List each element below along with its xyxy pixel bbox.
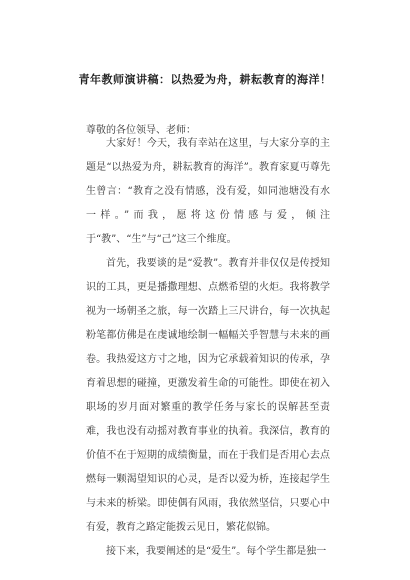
salutation: 尊敬的各位领导、老师： <box>86 125 196 136</box>
paragraph-love-students: 接下来，我要阐述的是“爱生”。每个学生都是独一 <box>106 546 327 557</box>
document-title: 青年教师演讲稿：以热爱为舟，耕耘教育的海洋！ <box>78 73 332 86</box>
paragraph-love-teaching: 首先，我要谈的是“爱教”。教育并非仅仅是传授知识的工具，更是播撒理想、点燃希望的火炬。我将教学视为一场朝圣之旅，每一次踏上三尺讲台，每一次执起粉笔都仿佛是在虔诚地绘制一幅幅关乎智慧与未来的画卷。我热爱这方寸之地，因为它承载着知识的传承，孕育着思想的碰撞，更激发着生命的可能性。即使在初入职场的岁月面对繁重的教学任务与家长的误解甚至责难，我也没有动摇对教育事业的执着。我深信，教育的价值不在于短期的成绩衡量，而在于我们是否用心去点燃每一颗渴望知识的心灵，是否以爱为桥，连接起学生与未来的桥梁。即使偶有风雨，我依然坚信，只要心中有爱，教育之路定能拨云见日，繁花似锦。 <box>86 258 330 533</box>
paragraph-intro: 大家好！今天，我有幸站在这里，与大家分享的主题是“以热爱为舟，耕耘教育的海洋”。教育家夏丏尊先生曾言：“教育之没有情感，没有爱，如同池塘没有水一样。”而我，愿将这份情感与爱，倾注于“教”、“生”与“己”这三个维度。 <box>86 138 330 245</box>
